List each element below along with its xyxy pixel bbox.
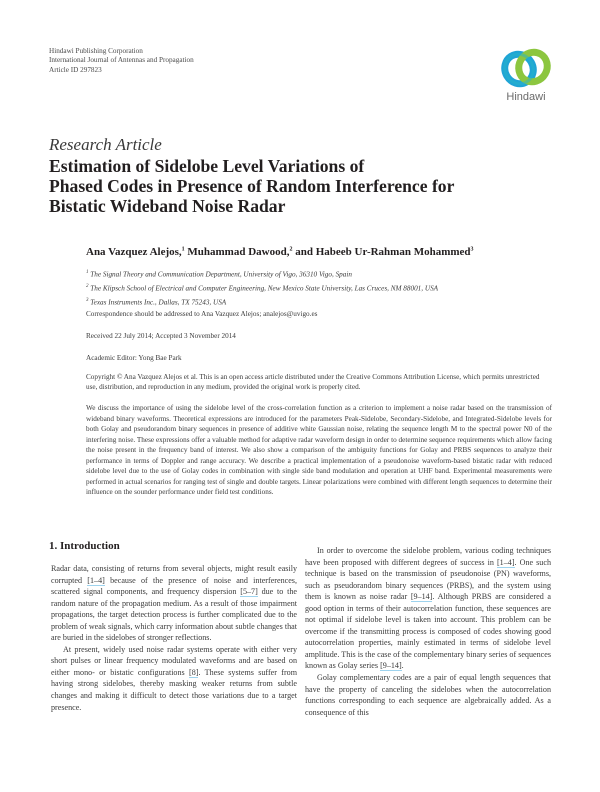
paragraph: Radar data, consisting of returns from several objects, might result easily corrupted [1–4] because of the presence of noise and interferences, scattered signal components, and frequency dispersion [5–7] due to the random nature of the propagation medium. As a result of those impairment propagations, the target detection process is further complicated due to the problem of weak signals, which carry information about subtle changes that are buried in the sidelobes of stronger reflections. bbox=[51, 564, 297, 643]
body-column-right bbox=[305, 545, 551, 718]
paragraph: At present, widely used noise radar systems operate with either very short pulses or linear frequency modulated waveforms and are based on either mono- or bistatic configurations [8]. These systems suffer from having strong sidelobes, thereby masking weaker returns from subtle changes and making it difficult to detect those variations due to a target presence. bbox=[51, 644, 297, 712]
author-affil-mark: 2 bbox=[289, 246, 293, 253]
publication-info bbox=[49, 47, 194, 75]
journal-name: International Journal of Antennas and Propagation bbox=[49, 56, 194, 65]
hindawi-logo bbox=[497, 45, 555, 107]
paragraph: Golay complementary codes are a pair of equal length sequences that have the property of canceling the sidelobes when the autocorrelation functions corresponding to each sequence are algebraically added. As a consequence of this bbox=[305, 673, 551, 717]
author-affil-mark: 1 bbox=[181, 246, 185, 253]
correspondence: Correspondence should be addressed to Ana Vazquez Alejos; analejos@uvigo.es bbox=[86, 310, 318, 318]
citation-link[interactable]: [8] bbox=[189, 667, 199, 677]
citation-link[interactable]: [1–4] bbox=[87, 575, 105, 585]
article-id: Article ID 297823 bbox=[49, 65, 102, 74]
paragraph: In order to overcome the sidelobe problem, various coding techniques have been proposed with different degrees of success in [1–4]. One such technique is based on the transmission of pseudonoise (PN) waveforms, such as pseudorandom binary sequences (PRBS), and the system using them is known as noise radar [9–14]. Although PRBS are considered a good option in terms of their autocorrelation function, these sequences are not optimal if sidelobe level is taken into account. This problem can be overcome if the transmitting process is composed of codes showing good autocorrelation properties, mainly estimated in terms of sidelobe level amplitude. This is the case of the complementary binary series of sequences known as Golay series [9–14]. bbox=[305, 546, 551, 671]
title-line: Estimation of Sidelobe Level Variations of bbox=[49, 156, 365, 176]
publisher-name: Hindawi Publishing Corporation bbox=[49, 47, 143, 55]
affiliation: $^1$ The Signal Theory and Communication Department, University of Vigo, 36310 Vigo, Spain bbox=[86, 270, 352, 279]
title-line: Bistatic Wideband Noise Radar bbox=[49, 195, 286, 216]
received-accepted-dates: Received 22 July 2014; Accepted 3 November 2014 bbox=[86, 332, 236, 340]
author-name: Ana Vazquez Alejos, bbox=[86, 246, 182, 258]
author-affil-mark: 3 bbox=[470, 246, 474, 253]
logo-text: Hindawi bbox=[506, 91, 546, 103]
academic-editor: Academic Editor: Yong Bae Park bbox=[86, 354, 182, 362]
affiliation: $^3$ Texas Instruments Inc., Dallas, TX 75243, USA bbox=[86, 297, 227, 307]
hindawi-rings-icon bbox=[497, 45, 555, 91]
citation-link[interactable]: [9–14] bbox=[380, 661, 402, 671]
affiliations bbox=[86, 267, 438, 309]
article-type: Research Article bbox=[49, 135, 162, 154]
author-name: and Habeeb Ur-Rahman Mohammed bbox=[295, 246, 471, 258]
body-column-left bbox=[51, 563, 297, 713]
author-list bbox=[86, 246, 474, 258]
copyright-notice: Copyright © Ana Vazquez Alejos et al. This is an open access article distributed under the Creative Commons Attribution License, which permits unrestricted use, distribution, and reproduction in any medium, provided the original work is properly cited. bbox=[86, 373, 540, 392]
citation-link[interactable]: [1–4] bbox=[496, 557, 515, 567]
citation-link[interactable]: [9–14] bbox=[410, 592, 433, 602]
article-title bbox=[49, 157, 569, 216]
citation-link[interactable]: [5–7] bbox=[240, 587, 258, 597]
title-line: Phased Codes in Presence of Random Interference for bbox=[49, 175, 455, 196]
abstract: We discuss the importance of using the sidelobe level of the cross-correlation function as a criterion to implement a noise radar based on the transmission of wideband binary waveforms. Theoretical expressions are introduced for the parameters Peak-Sidelobe, Secondary-Sidelobe, and Integrated-Sidelobe levels for both Golay and pseudorandom binary sequences in presence of additive white Gaussian noise, relating the sequence length M to the spectral power N0 of the interfering noise. These expressions offer a valuable method for adaptive radar waveform design in order to determine sequence requirements which allow facing the noise present in the frequency band of interest. We also show a comparison of the ambiguity functions for Golay and PRBS sequences to analyze their performance in terms of Doppler and range accuracy. We describe a practical implementation of a pseudonoise waveform-based bistatic radar with reduced sidelobe level due to the use of Golay codes in combination with single side band modulation and operation at UHF band. Experimental measurements were performed in actual scenarios for ranging test of single and double targets. Linear polarizations were combined with different length sequences to determine their influence on the sounder performance under field test conditions. bbox=[86, 404, 552, 497]
author-name: Muhammad Dawood, bbox=[187, 246, 290, 258]
section-heading-introduction: 1. Introduction bbox=[49, 540, 120, 552]
affiliation: $^2$ The Klipsch School of Electrical and Computer Engineering, New Mexico State University, Las Cruces, NM 88001, USA bbox=[86, 283, 439, 293]
